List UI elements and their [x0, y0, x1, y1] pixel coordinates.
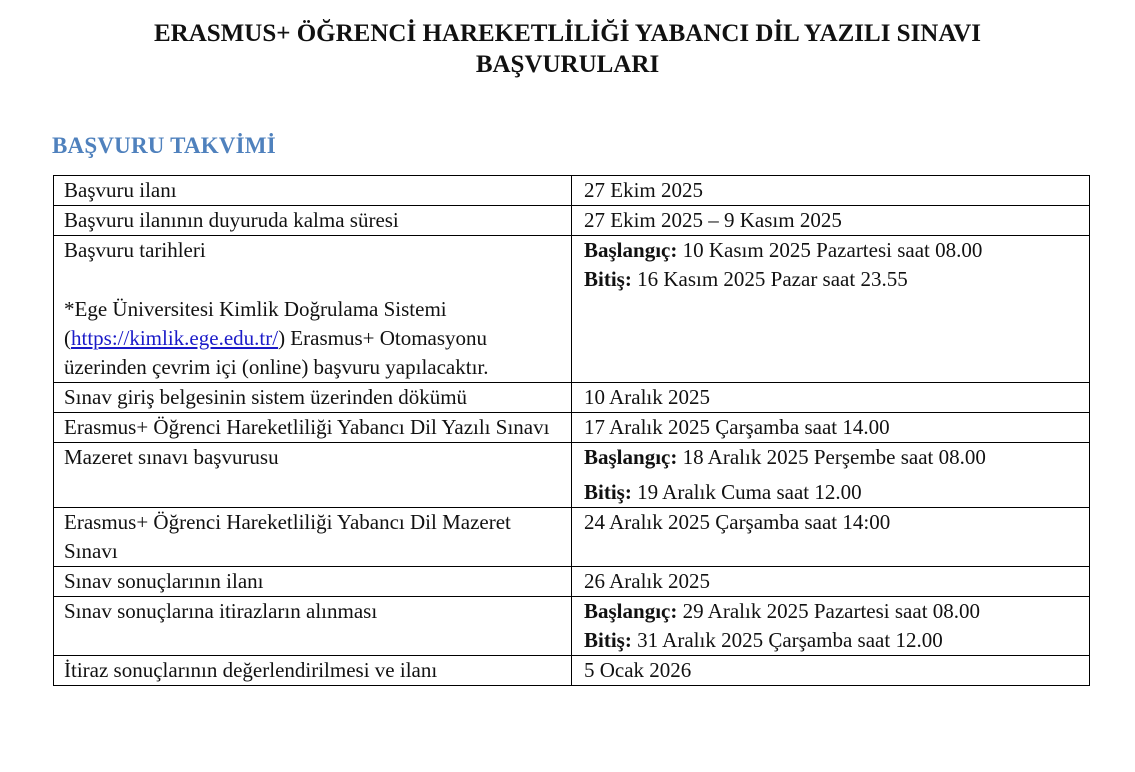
section-title: BAŞVURU TAKVİMİ: [52, 133, 276, 158]
row-label: Mazeret sınavı başvurusu: [54, 443, 572, 508]
end-line: [584, 626, 1081, 655]
table-row: [54, 508, 1090, 567]
document-title: [0, 18, 1135, 80]
start-value: 10 Kasım 2025 Pazartesi saat 08.00: [677, 238, 983, 262]
row-label: Başvuru ilanı: [54, 176, 572, 206]
schedule-table: [53, 175, 1090, 686]
row-value-cell: [572, 597, 1090, 656]
row-label: Sınav giriş belgesinin sistem üzerinden dökümü: [54, 383, 572, 413]
end-value: 16 Kasım 2025 Pazar saat 23.55: [631, 267, 908, 291]
row-value: 17 Aralık 2025 Çarşamba saat 14.00: [572, 413, 1090, 443]
end-label: Bitiş:: [584, 267, 632, 291]
table-row: [54, 597, 1090, 656]
start-label: Başlangıç:: [584, 238, 678, 262]
row-value: 10 Aralık 2025: [572, 383, 1090, 413]
note-text-before: *Ege Üniversitesi Kimlik Doğrulama Sistemi (: [64, 297, 447, 350]
row-label: Başvuru tarihleri: [64, 238, 206, 262]
document-title-line-1: ERASMUS+ ÖĞRENCİ HAREKETLİLİĞİ YABANCI DİL YAZILI SINAVI: [154, 20, 981, 47]
table-row: [54, 206, 1090, 236]
table-row: [54, 383, 1090, 413]
end-value: 19 Aralık Cuma saat 12.00: [631, 480, 862, 504]
row-label: Başvuru ilanının duyuruda kalma süresi: [54, 206, 572, 236]
start-label: Başlangıç:: [584, 599, 678, 623]
row-label-cell: [54, 236, 572, 383]
end-line: [584, 478, 1081, 507]
row-label: İtiraz sonuçlarının değerlendirilmesi ve ilanı: [54, 656, 572, 686]
end-label: Bitiş:: [584, 480, 632, 504]
start-value: 29 Aralık 2025 Pazartesi saat 08.00: [677, 599, 981, 623]
note-text-after: ) Erasmus+ Otomasyonu üzerinden çevrim içi (online) başvuru yapılacaktır.: [64, 326, 489, 379]
end-line: [584, 265, 1081, 294]
start-label: Başlangıç:: [584, 445, 678, 469]
row-label: Erasmus+ Öğrenci Hareketliliği Yabancı Dil Yazılı Sınavı: [54, 413, 572, 443]
start-line: [584, 597, 1081, 626]
application-note: [64, 295, 563, 382]
table-row: [54, 176, 1090, 206]
end-label: Bitiş:: [584, 628, 632, 652]
row-label: Erasmus+ Öğrenci Hareketliliği Yabancı Dil Mazeret Sınavı: [54, 508, 572, 567]
start-value: 18 Aralık 2025 Perşembe saat 08.00: [677, 445, 986, 469]
table-row: [54, 443, 1090, 508]
end-value: 31 Aralık 2025 Çarşamba saat 12.00: [631, 628, 943, 652]
row-value: 5 Ocak 2026: [572, 656, 1090, 686]
row-label: Sınav sonuçlarının ilanı: [54, 567, 572, 597]
table-row: [54, 413, 1090, 443]
row-value: 27 Ekim 2025 – 9 Kasım 2025: [572, 206, 1090, 236]
row-value-cell: [572, 443, 1090, 508]
table-row: [54, 656, 1090, 686]
row-value: 24 Aralık 2025 Çarşamba saat 14:00: [572, 508, 1090, 567]
table-row: [54, 236, 1090, 383]
start-line: [584, 443, 1081, 472]
row-label: Sınav sonuçlarına itirazların alınması: [54, 597, 572, 656]
row-value: 26 Aralık 2025: [572, 567, 1090, 597]
row-value-cell: [572, 236, 1090, 383]
start-line: [584, 236, 1081, 265]
kimlik-link[interactable]: https://kimlik.ege.edu.tr/: [71, 326, 279, 350]
table-row: [54, 567, 1090, 597]
document-title-line-2: BAŞVURULARI: [475, 51, 660, 78]
row-value: 27 Ekim 2025: [572, 176, 1090, 206]
